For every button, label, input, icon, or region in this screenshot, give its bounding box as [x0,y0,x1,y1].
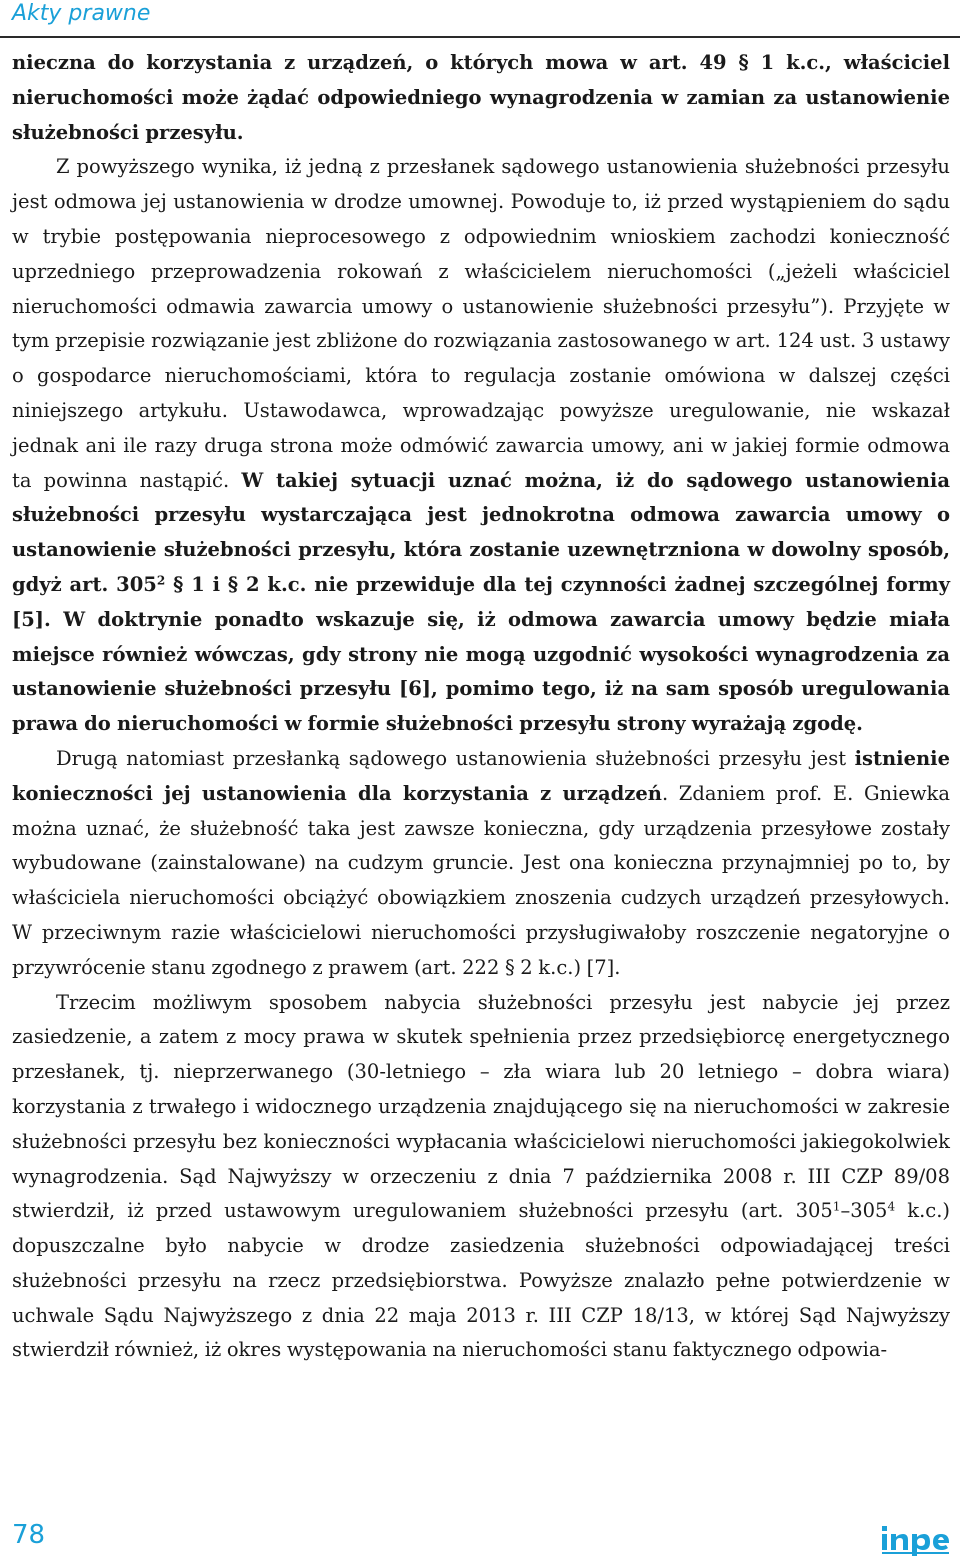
text-segment: k.c.) dopuszczalne było nabycie w drodze zasiedzenia służebności odpowiadającej treści służebności przesyłu na rzecz przedsiębiorstwa. Powyższe znalazło pełne potwierdzenie w uchwale Sądu Najwyższego z dnia 22 maja 2013 r. III CZP 18/13, w której Sąd Najwyższy stwierdził również, iż okres występowania na nieruchomości stanu faktycznego odpowia- [12,1199,951,1362]
paragraph [12,150,950,742]
text-segment: Trzecim możliwym sposobem nabycia służebności przesyłu jest nabycie jej przez zasiedzenie, a zatem z mocy prawa w skutek spełnienia przez przedsiębiorcę energetycznego przesłanek, tj. nieprzerwanego (30-letniego – zła wiara lub 20 letniego – dobra wiara) korzystania z trwałego i widocznego urządzenia znajdującego się na nieruchomości w zakresie służebności przesyłu bez konieczności wypłacania właścicielowi nieruchomości jakiegokolwiek wynagrodzenia. Sąd Najwyższy w orzeczeniu z dnia 7 października 2008 r. III CZP 89/08 stwierdził, iż przed ustawowym uregulowaniem służebności przesyłu (art. 305 [12,990,950,1223]
bold-text-segment: nieczna do korzystania z urządzeń, o których mowa w art. 49 § 1 k.c., właściciel nieruchomości może żądać odpowiedniego wynagrodzenia w zamian za ustanowienie służebności przesyłu. [12,51,950,144]
publisher-logo [880,1520,952,1558]
superscript-text: 2 [156,573,166,588]
header-divider [0,36,960,38]
bold-text-segment: § 1 i § 2 k.c. nie przewiduje dla tej czynności żadnej szczególnej formy [5]. W doktrynie ponadto wskazuje się, iż odmowa zawarcia umowy będzie miała miejsce również wówczas, gdy strony nie mogą uzgodnić wysokości wynagrodzenia za ustanowienie służebności przesyłu [6], pomimo tego, iż na sam sposób uregulowania prawa do nieruchomości w formie służebności przesyłu strony wyrażają zgodę. [12,572,950,736]
paragraph [12,742,950,986]
bold-text-segment: istnienie konieczności jej ustanowienia dla korzystania z urządzeń [12,746,950,805]
text-segment: . Zdaniem prof. E. Gniewka można uznać, że służebność taka jest zawsze konieczna, gdy urządzenia przesyłowe zostały wybudowane (zainstalowane) na cudzym gruncie. Jest ona konieczna przynajmniej po to, by właściciela nieruchomości obciążyć obowiązkiem znoszenia cudzych urządzeń przesyłowych. W przeciwnym razie właścicielowi nieruchomości przysługiwałoby roszczenie negatoryjne o przywrócenie stanu zgodnego z prawem (art. 222 § 2 k.c.) [7]. [12,781,950,979]
bold-text-segment: W takiej sytuacji uznać można, iż do sądowego ustanowienia służebności przesyłu wystarczająca jest jednokrotna odmowa zawarcia umowy o ustanowienie służebności przesyłu, która zostanie uzewnętrzniona w dowolny sposób, gdyż art. 305 [12,468,950,596]
section-label: Akty prawne [12,1,151,26]
text-segment: Z powyższego wynika, iż jedną z przesłanek sądowego ustanowienia służebności przesyłu jest odmowa jej ustanowienia w drodze umownej. Powoduje to, iż przed wystąpieniem do sądu w trybie postępowania nieprocesowego z odpowiednim wnioskiem zachodzi konieczność uprzedniego przeprowadzenia rokowań z właścicielem nieruchomości („jeżeli właściciel nieruchomości odmawia zawarcia umowy o ustanowienie służebności przesyłu”). Przyjęte w tym przepisie rozwiązanie jest zbliżone do rozwiązania zastosowanego w art. 124 ust. 3 ustawy o gospodarce nieruchomościami, która to regulacja zostanie omówiona w dalszej części niniejszego artykułu. Ustawodawca, wprowadzając powyższe uregulowanie, nie wskazał jednak ani ile razy druga strona może odmówić zawarcia umowy, ani w jakiej formie odmowa ta powinna nastąpić. [12,155,950,492]
superscript-text: 4 [887,1199,896,1214]
paragraph [12,46,950,150]
article-body [12,46,950,1368]
text-segment: –305 [840,1199,888,1223]
paragraph [12,986,950,1369]
text-segment: Drugą natomiast przesłanką sądowego ustanowienia służebności przesyłu jest [56,746,855,770]
page-number: 78 [12,1520,46,1550]
superscript-text: 1 [832,1199,841,1214]
